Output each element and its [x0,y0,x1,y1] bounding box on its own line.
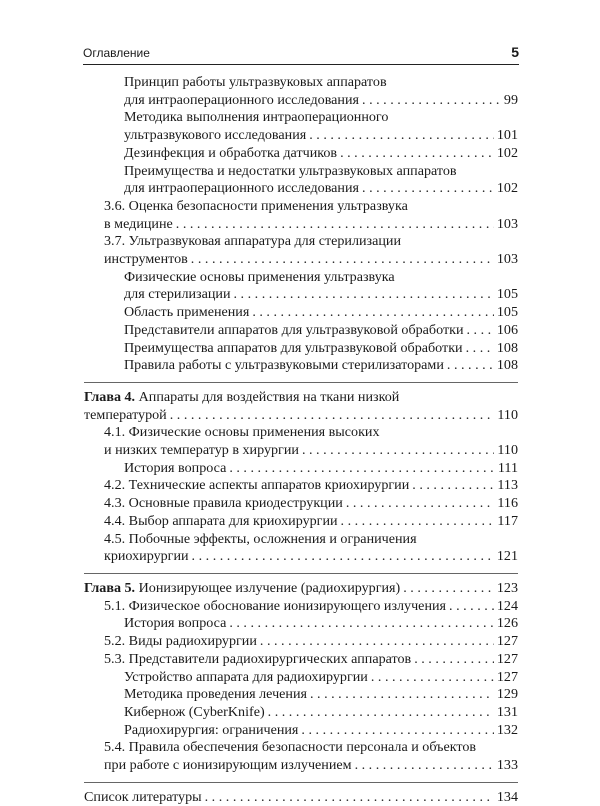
dot-leader [176,216,494,234]
dot-leader [371,669,494,687]
toc-entry-title: Глава 5. Ионизирующее излучение (радиохирургия) [84,579,401,596]
toc-entry-last-line [124,340,518,358]
toc-page-number: 131 [496,703,518,720]
toc-entry-title: Преимущества аппаратов для ультразвуковой обработки [124,339,463,356]
toc-entry[interactable] [84,704,518,722]
toc-entry-last-line [104,633,518,651]
dot-leader [310,686,494,704]
toc-entry-title: Методика проведения лечения [124,686,307,703]
toc-entry[interactable] [84,304,518,322]
toc-page-number: 108 [496,357,518,374]
toc-entry-line: Физические основы применения ультразвука [124,268,395,285]
toc-entry-title: Список литературы [84,788,202,805]
toc-entry-title: 5.2. Виды радиохирургии [104,633,257,650]
toc-entry-last-line [124,669,518,687]
toc-entry[interactable] [84,74,518,109]
toc-page-number: 110 [497,442,518,459]
chapter-label: Глава 5. [84,579,136,596]
toc-entry[interactable] [84,651,518,669]
toc-entry[interactable] [84,460,518,478]
toc-entry-last-line [84,407,518,425]
toc-page-number: 123 [496,579,518,596]
dot-leader [229,615,494,633]
toc-entry-line: Методика выполнения интраоперационного [124,109,389,126]
toc-entry-last-line [104,548,518,566]
toc-page-number: 108 [496,339,518,356]
toc-entry[interactable] [84,669,518,687]
toc-entry[interactable] [84,615,518,633]
toc-entry-title: 5.3. Представители радиохирургических аппаратов [104,650,412,667]
dot-leader [362,180,494,198]
toc-entry-title: 4.3. Основные правила криодеструкции [104,495,343,512]
toc-entry[interactable] [84,233,518,268]
dot-leader [170,407,495,425]
dot-leader [341,513,495,531]
dot-leader [403,580,494,598]
toc-page-number: 102 [496,144,518,161]
toc-entry-last-line [124,286,518,304]
toc-page-number: 102 [496,180,518,197]
toc-entry-title: для стерилизации [124,286,231,303]
toc-entry-last-line [124,704,518,722]
toc-entry-last-line [124,357,518,375]
chapter-label: Глава 4. [84,388,136,405]
toc-entry[interactable] [84,633,518,651]
toc-entry-last-line [104,598,518,616]
dot-leader [301,722,493,740]
toc-entry-line: 5.4. Правила обеспечения безопасности персонала и объектов [104,739,477,756]
toc-entry-line: 3.7. Ультразвуковая аппаратура для стерилизации [104,233,401,250]
section-rule [84,573,518,574]
toc-entry-title: для интраоперационного исследования [124,91,360,108]
dot-leader [412,477,494,495]
dot-leader [229,460,495,478]
toc-entry-last-line [104,513,518,531]
toc-entry-title: 4.4. Выбор аппарата для криохирургии [104,512,338,529]
toc-entry-line: Принцип работы ультразвуковых аппаратов [124,74,387,90]
toc-entry[interactable] [84,722,518,740]
toc-entry[interactable] [84,513,518,531]
toc-entry-title: Кибернож (CyberKnife) [124,703,265,720]
toc-entry-title: 5.1. Физическое обоснование ионизирующего излучения [104,597,447,614]
toc-entry-title: История вопроса [124,615,227,632]
toc-entry-last-line [124,460,518,478]
page-header [83,46,519,66]
toc-entry-line: 4.1. Физические основы применения высоких [104,424,380,441]
toc-entry-last-line [124,322,518,340]
toc-entry-last-line [104,757,518,775]
toc-entry-last-line [104,495,518,513]
toc-entry[interactable] [84,789,518,806]
toc-page-number: 105 [496,304,518,321]
dot-leader [362,92,501,110]
dot-leader [234,286,494,304]
toc-entry-title: криохирургии [104,548,189,565]
toc-entry[interactable] [84,389,518,424]
toc-page-number: 117 [497,512,518,529]
toc-page-number: 129 [496,686,518,703]
toc-page-number: 113 [497,477,518,494]
dot-leader [447,357,494,375]
toc-entry[interactable] [84,145,518,163]
toc-entry[interactable] [84,598,518,616]
toc-entry-line: 3.6. Оценка безопасности применения ультразвука [104,197,408,214]
toc-entry-last-line [104,477,518,495]
toc-entry-title: Радиохирургия: ограничения [124,721,299,738]
toc-entry-last-line [124,615,518,633]
toc-page-number: 111 [497,459,518,476]
dot-leader [191,251,494,269]
toc-page-number: 110 [497,406,518,423]
toc-entry[interactable] [84,531,518,566]
section-gap [84,375,518,389]
toc-entry[interactable] [84,269,518,304]
dot-leader [340,145,494,163]
toc-entry-line: Глава 4. Аппараты для воздействия на ткани низкой [84,388,400,405]
toc-page-number: 101 [496,127,518,144]
toc-entry[interactable] [84,739,518,774]
toc-entry-last-line [124,722,518,740]
toc-page-number: 106 [496,321,518,338]
toc-page-number: 124 [496,597,518,614]
toc-page-number: 127 [496,633,518,650]
toc-entry[interactable] [84,198,518,233]
dot-leader [260,633,494,651]
toc-entry-title: Представители аппаратов для ультразвуковой обработки [124,321,464,338]
toc-page-number: 103 [496,251,518,268]
section-gap [84,775,518,789]
toc-entry-title: инструментов [104,251,188,268]
toc-page-number: 126 [496,615,518,632]
page-number: 5 [511,44,519,60]
toc-entry-title: в медицине [104,215,173,232]
toc-entry-last-line [124,145,518,163]
toc-entry-title: при работе с ионизирующим излучением [104,757,352,774]
toc-entry-title: температурой [84,406,167,423]
toc-entry[interactable] [84,357,518,375]
toc-entry[interactable] [84,340,518,358]
toc-entry[interactable] [84,686,518,704]
section-rule [84,382,518,383]
toc-entry-last-line [124,304,518,322]
dot-leader [302,442,494,460]
toc-entry[interactable] [84,163,518,198]
dot-leader [252,304,494,322]
toc-entry-last-line [104,651,518,669]
toc-entry-last-line [124,127,518,145]
toc-entry[interactable] [84,424,518,459]
toc-page-number: 105 [496,286,518,303]
dot-leader [309,127,494,145]
running-title: Оглавление [83,46,150,60]
toc-page-number: 121 [496,548,518,565]
toc-page-number: 116 [497,495,518,512]
toc-page-number: 127 [496,650,518,667]
toc-entry[interactable] [84,495,518,513]
toc-entry[interactable] [84,109,518,144]
toc-entry-last-line [124,180,518,198]
toc-entry-last-line [124,92,518,110]
dot-leader [467,322,494,340]
toc-page-number: 132 [496,721,518,738]
toc-entry-title: для интраоперационного исследования [124,180,360,197]
dot-leader [449,598,494,616]
toc-entry-last-line [124,686,518,704]
toc-entry-title: ультразвукового исследования [124,127,307,144]
dot-leader [355,757,494,775]
toc-entry-title: Дезинфекция и обработка датчиков [124,144,338,161]
toc-entry-title: История вопроса [124,459,227,476]
toc-entry-last-line [104,216,518,234]
dot-leader [205,789,494,806]
toc-page-number: 134 [496,788,518,805]
toc-entry-line: 4.5. Побочные эффекты, осложнения и ограничения [104,530,417,547]
toc-page-number: 99 [503,91,518,108]
toc-entry-title: Правила работы с ультразвуковыми стерилизаторами [124,357,444,374]
toc-entry-title: 4.2. Технические аспекты аппаратов криохирургии [104,477,410,494]
toc-entry-title: Область применения [124,304,250,321]
dot-leader [414,651,494,669]
toc-entry-title: и низких температур в хирургии [104,442,299,459]
toc-entry-line: Преимущества и недостатки ультразвуковых аппаратов [124,162,457,179]
section-gap [84,566,518,580]
toc-entry-last-line [84,580,518,598]
toc-entry-last-line [104,442,518,460]
dot-leader [466,340,494,358]
section-rule [84,782,518,783]
header-rule [83,64,519,65]
toc-page-number: 103 [496,215,518,232]
toc-entry-title: Устройство аппарата для радиохирургии [124,668,368,685]
toc-entry[interactable] [84,580,518,598]
toc-page-number: 127 [496,668,518,685]
toc-entry[interactable] [84,322,518,340]
toc-entry-last-line [84,789,518,806]
toc-page-number: 133 [496,757,518,774]
dot-leader [192,548,494,566]
toc-entry-last-line [104,251,518,269]
dot-leader [346,495,495,513]
dot-leader [268,704,494,722]
toc-entry[interactable] [84,477,518,495]
table-of-contents [84,74,518,806]
